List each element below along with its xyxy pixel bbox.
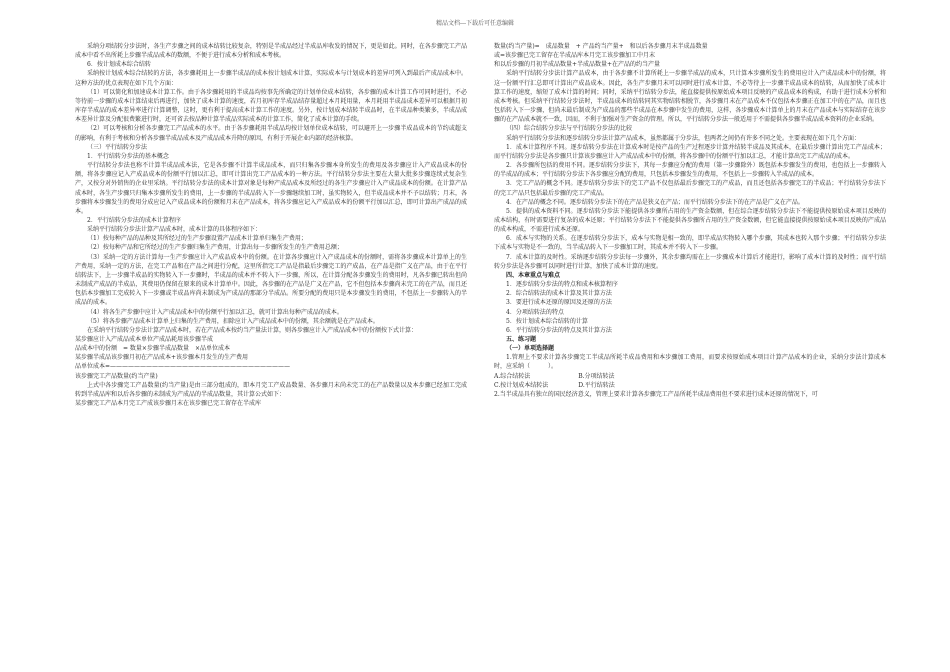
- paragraph: 采纳平行结转分步法计算产品成本，由于各步骤不计算所耗上一步骤半成品的成本，只计算本步骤所发生的费用应计入产成品成本中的份额，将这一份额平行汇总即可计算出产成品成本。因此，各生产步骤月末可以同时进行成本计算，不必等待上一步骤半成品成本的结转，从而加快了成本计算工作的速度，缩短了成本计算的时间；同时，采纳平行结转分步法，能直接提供按原始成本项目反映的产成品成本的构成，有助于进行成本分析和成本考核。但采纳平行结转分步法时，半成品成本的结转同其实物结转相脱节，各步骤月末在产品成本不仅包括本步骤正在加工中的在产品，而且也包括转入下一步骤，但尚未最后制成为产成品的那些半成品在本步骤中发生的费用，这样，各步骤成本计算单上的月末在产品成本与实际结存在该步骤的在产品成本就不一致，因而，不利于加强对生产资金的管理。所以，平行结转分步法一般适用于不需提供各步骤半成品成本资料的企业采纳。: [494, 70, 886, 124]
- paragraph: 2．综合结转法的成本计算及其计算方法: [506, 290, 612, 298]
- page-header: 精品文档---下载后可任意编辑: [435, 20, 515, 27]
- paragraph: （2）按每种产品和它所经过的生产步骤归集生产费用，计算出每一步骤所发生的生产费用总额；: [87, 244, 343, 252]
- paragraph: 品单位成本=——————————————————————————————: [75, 363, 291, 371]
- paragraph: 4．分项结转法的特点: [506, 308, 564, 316]
- paragraph: 某步骤完工产品本月完工产成该步骤月末在该步骤已完工留存在半成库: [75, 400, 262, 408]
- paragraph: 6．平行结转分步法的特点及其计算方法: [506, 326, 612, 334]
- paragraph: 2．平行结转分步法的成本计算程序: [87, 216, 181, 224]
- paragraph: 某步骤应计入产成品成本单位产成品耗用该步骤半成: [75, 336, 214, 343]
- paragraph: 采纳平行结转分步法计算产品成本时，成本计算的具体程序如下：: [87, 226, 262, 234]
- paragraph: （一）单项选择题: [506, 345, 555, 353]
- paragraph: 1．平行结转分步法的基本概念: [87, 152, 169, 160]
- paragraph: 1.管理上不要求计算各步骤完工半成品所耗半成品费用和本步骤加工费用，而要求按原始成本项目计算产品成本的企业，采纳分步法计算成本时，应采纳（ ）。: [494, 354, 886, 371]
- paragraph: 四、本章重点与难点: [506, 271, 561, 279]
- paragraph: 在采纳平行结转分步法计算产品成本时，若在产品成本按约当产量法计算，则各步骤应计入产成品成本中的份额按下式计算：: [87, 326, 418, 334]
- paragraph: 该步骤完工产品数量(约当产量): [75, 372, 158, 380]
- paragraph: （1）可以简化和加速成本计算工作。由于各步骤耗用的半成品均按事先所确定的计划单位成本结转，各步骤的成本计算工作可同时进行，不必等待前一步骤的成本计算结束后再进行，加快了成本计算的速度，若月初库存半成品结存量超过本月耗用量，本月耗用半成品成本差异可以根据月初库存半成品的成本差异率进行计算调整，这时，更有利于提高成本计算工作的速度。另外，按计划成本结转半成品时，在半成品种类繁多，半成品成本差异计算及分配很费繁进行时，还可省去按品种计算半成品实际成本的计算工作，简化了成本计算的手续。: [75, 88, 467, 124]
- paragraph: 1．逐步结转分步法的特点和成本核算程序: [506, 281, 618, 289]
- paragraph: 1．成本计算程序不同。逐步结转分步法在计算成本时是按产品的生产过程逐步计算并结转半成品及其成本，在最后步骤计算出完工产品成本；而平行结转分步法是各步骤只计算该步骤应计入产成品成本中的份额，将各步骤中的份额平行加以汇总，才能计算出完工产成品的成本。: [494, 143, 886, 160]
- paragraph: 7．成本计算的及时性。采纳逐步结转分步法每一步骤外，其余步骤均需在上一步骤成本计算后才能进行，影响了成本计算的及时性；而平行结转分步法是各步骤可以同时进行计算，加快了成本计算的速度。: [494, 253, 886, 270]
- paragraph: 2.当半成品具有独立的国民经济意义，管理上要求计算各步骤完工产品所耗半成品费用但不要求进行成本还原的情况下，可: [494, 390, 818, 398]
- left-column: [75, 42, 467, 408]
- paragraph: （3）采纳一定的方法计算每一生产步骤应计入产成品成本中的份额。在计算各步骤应计入产成品成本的份额时，需将各步骤成本计算单上的生产费用，采纳一定的方法，在完工产品和在产品之间进行分配，这里所指完工产品是指最后步骤完工的产成品，在产品是指广义在产品，由于在平行结转法下，上一步骤半成品的实物转入下一步骤时，半成品的成本并不转入下一步骤，所以，在计算分配各步骤发生的费用时，凡各步骤已转出但尚未制成产成品的半成品，其费用仍保留在原来的成本计算单中。因此，各步骤的在产品是广义在产品，它不但包括本步骤尚未完工的在产品，而且还包括本步骤加工完成转入下一步骤或半成品库尚未制成为产成品的那部分半成品。所要分配的费用只是本步骤发生的费用，不包括上一步骤转入的半成品的成本。: [75, 253, 467, 307]
- paragraph: C.按计划成本结转法 D.平行结转法: [494, 381, 615, 389]
- paragraph: 品成本中的份额 = 数量×步骤半成品数量 ×品单位成本: [75, 345, 230, 353]
- paragraph: （2）可以考核和分析各步骤完工产品成本的水平。由于各步骤耗用半成品均按计划单位成本结转，可以避开上一步骤半成品成本的节约或超支的影响，有利于考核和分析各步骤半成品成本及产成品成本升降的原因，有利于开展企业内部的经济核算。: [75, 125, 467, 142]
- paragraph: 采纳分项结转分步法时，各生产步骤之间的成本结转比较复杂，特别是半成品经过半成品库收发的情况下，更是如此。同时，在各步骤完工产品成本中看不出所耗上步骤半成品成本的数额，不便于进行成本分析和成本考核。: [75, 43, 467, 60]
- paragraph: （三）平行结转分步法: [87, 143, 148, 151]
- paragraph: 采纳平行结转分步法和逐步结转分步法计算产品成本，虽然都属于分步法，但两者之间仍有许多不同之处。主要表现在如下几个方面：: [506, 134, 861, 142]
- paragraph: 6．成本与实物的关系。在逐步结转分步法下，成本与实物是相一致的，即半成品实物转入哪个步骤，其成本也转入那个步骤；平行结转分步法下成本与实物是不一致的，当半成品转入下一步骤加工时，其成本并不转入下一步骤。: [494, 235, 886, 252]
- paragraph: 五、练习题: [506, 336, 537, 343]
- paragraph: 3．要进行成本还原的原因及还原的方法: [506, 299, 612, 307]
- paragraph: （4）将各生产步骤中应计入产成品成本中的份额平行加以汇总，就可计算出每种产成品的成本。: [87, 308, 343, 316]
- paragraph: 数量(约当产量)= 成品数量 + 产品约当产量+ 和以后各步骤月末半成品数量: [494, 43, 708, 50]
- paragraph: （四）综合结转分步法与平行结转分步法的比较: [506, 125, 633, 133]
- paragraph: 某步骤半成品该步骤月初在产品成本+该步骤本月发生的生产费用: [75, 354, 249, 362]
- paragraph: 上式中各步骤完工产品数量(约当产量)是由三部分组成的，即本月完工产成品数量、各步骤月末尚未完工的在产品数量以及本步骤已经加工完成转到半成品库和以后各步骤的未制成为产成品的半成品数量，其计算公式如下：: [75, 381, 467, 398]
- paragraph: 6．按计划成本综合结转: [87, 61, 151, 69]
- paragraph: 4．在产品的概念不同。逐步结转分步法下的在产品是狭义在产品；而平行结转分步法下的在产品是广义在产品。: [506, 198, 804, 206]
- paragraph: A.综合结转法 B.分项结转法: [494, 372, 615, 380]
- paragraph: 5．按计划成本综合结转的计算: [506, 317, 588, 325]
- paragraph: 5．提供的成本资料不同。逐步结转分步法下能提供各步骤所占用的生产资金数额，但在综合逐步结转分步法下不能提供按原始成本项目反映的成本结构，有时需要进行复杂的成本还原；平行结转分步法下不能提供各步骤所占用的生产资金数额，但它能直接提供按原始成本项目反映的产成品的成本构成，不需进行成本还原。: [494, 207, 886, 234]
- paragraph: 2．各步骤所包括的费用不同。逐步结转分步法下，其每一步骤应分配的费用（第一步骤除外）既包括本步骤发生的费用，也包括上一步骤转入的半成品的成本；平行结转分步法下各步骤应分配的费用，只包括本步骤发生的费用，不包括上一步骤转入半成品的成本。: [494, 162, 886, 179]
- paragraph: 采纳按计划成本综合结转的方法，各步骤耗用上一步骤半成品的成本按计划成本计算，实际成本与计划成本的差异可列入到最后产成品成本中。这种方法的优点表现在如下几个方面：: [75, 70, 467, 87]
- paragraph: （1）按每种产品的品种及其所经过的生产步骤设置产品成本计算单归集生产费用；: [87, 235, 307, 243]
- right-column: [494, 42, 886, 399]
- paragraph: 3．完工产品的概念不同。逐步结转分步法下的完工产品不仅包括最后步骤完工的产成品，而且还包括各步骤完工的半成品；平行结转分步法下的完工产品只包括最后步骤的完工产成品。: [494, 180, 886, 197]
- paragraph: 和以后步骤的月初半成品数量+半成品数量+在产品的约当产量: [494, 61, 661, 69]
- paragraph: 平行结转分步法也称不计算半成品成本法，它是各步骤不计算半成品成本，而只归集各步骤本身所发生的费用及各步骤应计入产成品成本的份额，将各步骤应记入产成品成本的份额平行加以汇总，即可计算出完工产品成本的一种方法。平行结转分步法主要在大量大批多步骤连续式复杂生产，又按分对外销售的企业里采纳。平行结转分步法的成本计算对象是每种产成品成本及所经过的各生产步骤应计入产成品成本的份额。在计算产品成本时，各生产步骤只归集本步骤所发生的费用，上一步骤的半成品转入下一步骤继续加工时，虽实物转入，但半成品成本并不予以结转；月末，各步骤将本步骤发生的费用分成应记入产成品成本的份额和月末在产品成本，将各步骤应记入产成品成本的份额平行加以汇总，即可计算出产成品的成本。: [75, 162, 467, 215]
- paragraph: （5）将各步骤产品成本计算单上归集的生产费用，扣除应计入产成品成本中的份额，其余额就是在产品成本。: [87, 317, 379, 325]
- paragraph: 或=该步骤已完工留存在半成品库本月完工该步骤加工中月末: [494, 52, 656, 60]
